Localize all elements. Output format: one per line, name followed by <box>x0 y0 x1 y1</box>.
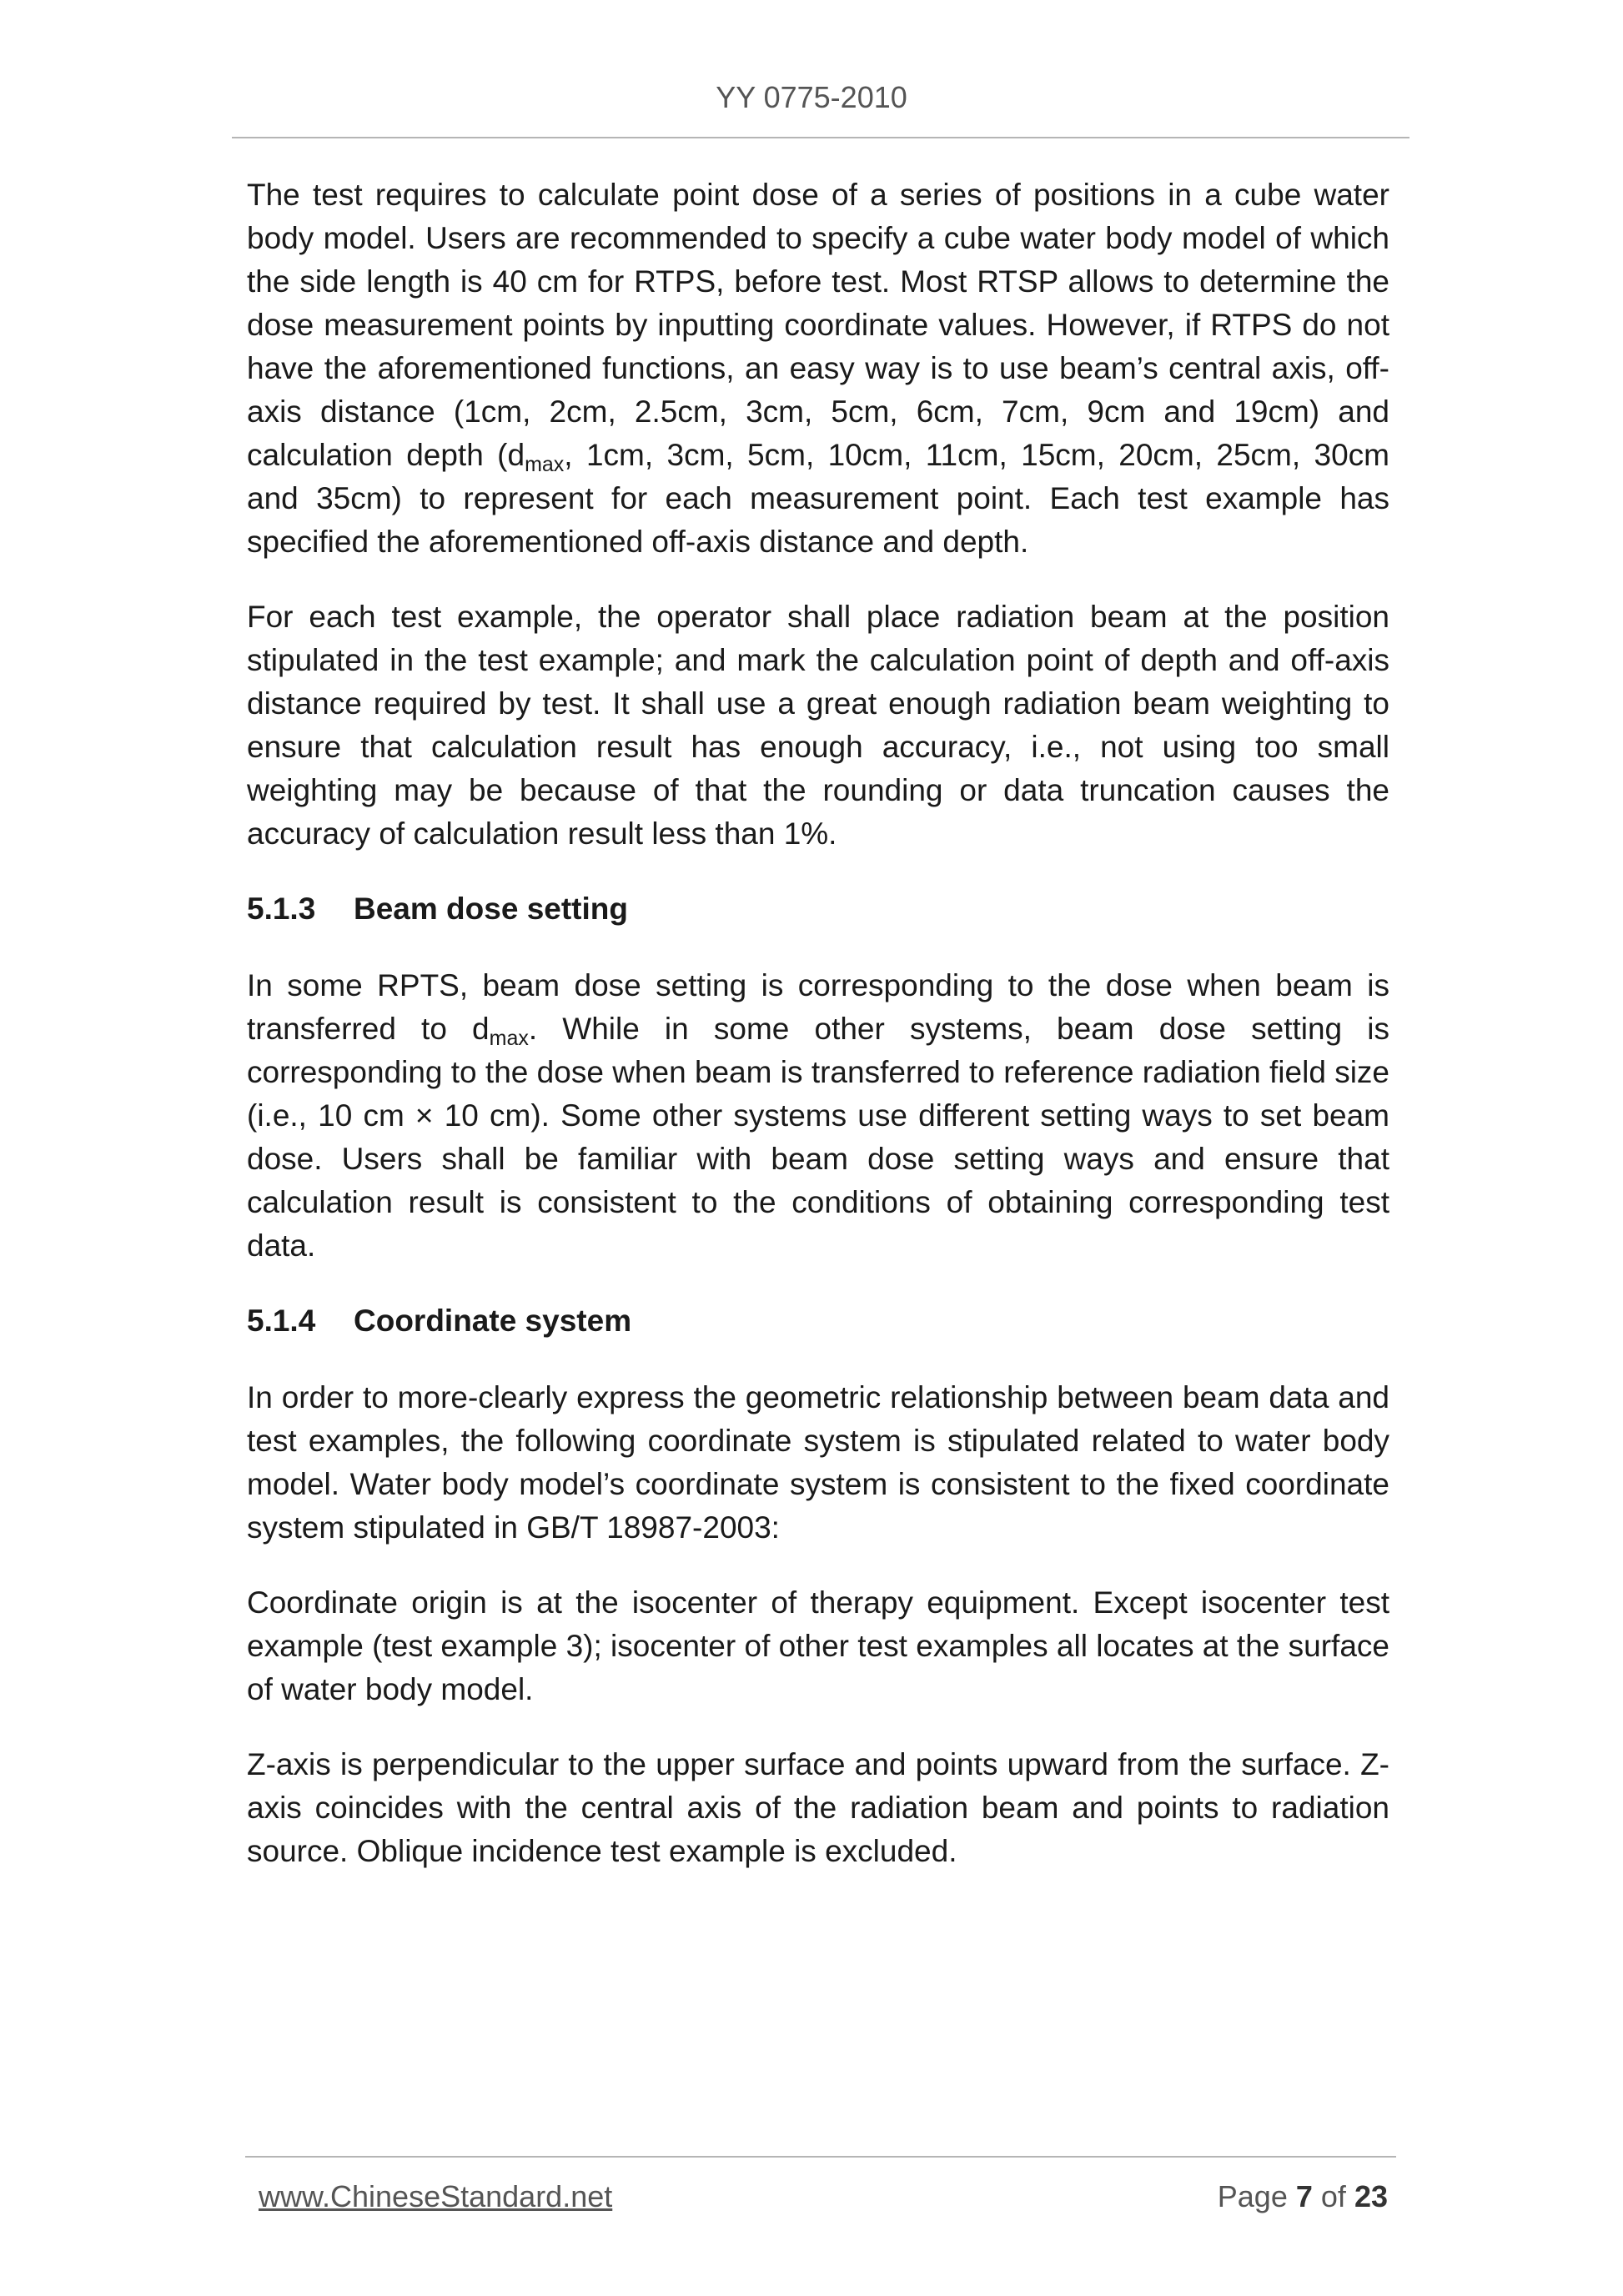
paragraph-z-axis: Z-axis is perpendicular to the upper surface and points upward from the surface. Z-axis coincides with the central axis of the radiation beam and points to radiation source. Oblique incidence test example is excluded. <box>247 1747 1389 1868</box>
section-number: 5.1.3 <box>247 892 316 926</box>
section-title: Beam dose setting <box>354 892 628 926</box>
page-body <box>247 173 1389 1873</box>
page-word: Page <box>1217 2179 1288 2213</box>
section-heading-5-1-4 <box>247 1299 1389 1343</box>
subscript-max: max <box>525 453 565 476</box>
paragraph-text: In some RPTS, beam dose setting is corresponding to the dose when beam is transferred to d <box>247 968 1389 1046</box>
section-number: 5.1.4 <box>247 1304 316 1338</box>
paragraph-text: , 1cm, 3cm, 5cm, 10cm, 11cm, 15cm, 20cm, 25cm, 30cm and 35cm) to represent for each measurement point. Each test example has specified the aforementioned off-axis distance and depth. <box>247 438 1389 559</box>
paragraph-text: The test requires to calculate point dose of a series of positions in a cube water body model. Users are recommended to specify a cube water body model of which the side length is 40 cm for RTPS, before test. Most RTSP allows to determine the dose measurement points by inputting coordinate values. However, if RTPS do not have the aforementioned functions, an easy way is to use beam’s central axis, off-axis distance (1cm, 2cm, 2.5cm, 3cm, 5cm, 6cm, 7cm, 9cm and 19cm) and calculation depth (d <box>247 178 1389 472</box>
footer-divider <box>245 2156 1396 2158</box>
header-divider <box>232 137 1409 138</box>
paragraph-test-points <box>247 173 1389 564</box>
section-title: Coordinate system <box>354 1304 632 1338</box>
paragraph-beam-dose <box>247 964 1389 1268</box>
paragraph-coordinate-intro: In order to more-clearly express the geometric relationship between beam data and test examples, the following coordinate system is stipulated related to water body model. Water body model’s coordinate system is consistent to the fixed coordinate system stipulated in GB/T 18987-2003: <box>247 1380 1389 1545</box>
page-total: 23 <box>1354 2179 1388 2213</box>
paragraph-operator: For each test example, the operator shall place radiation beam at the position stipulated in the test example; and mark the calculation point of depth and off-axis distance required by test. It shall use a great enough radiation beam weighting to ensure that calculation result has enough accuracy, i.e., not using too small weighting may be because of that the rounding or data truncation causes the accuracy of calculation result less than 1%. <box>247 600 1389 851</box>
page-current: 7 <box>1295 2179 1313 2213</box>
of-word: of <box>1320 2179 1346 2213</box>
paragraph-coordinate-origin: Coordinate origin is at the isocenter of therapy equipment. Except isocenter test example (test example 3); isocenter of other test examples all locates at the surface of water body model. <box>247 1585 1389 1706</box>
subscript-max: max <box>489 1027 529 1050</box>
paragraph-text: . While in some other systems, beam dose setting is corresponding to the dose when beam is transferred to reference radiation field size (i.e., 10 cm × 10 cm). Some other systems use different setting ways to set beam dose. Users shall be familiar with beam dose setting ways and ensure that calculation result is consistent to the conditions of obtaining corresponding test data. <box>247 1012 1389 1263</box>
page-number <box>1218 2179 1388 2214</box>
footer-website-link[interactable]: www.ChineseStandard.net <box>259 2179 613 2213</box>
section-heading-5-1-3 <box>247 887 1389 931</box>
running-header: YY 0775-2010 <box>716 80 907 114</box>
